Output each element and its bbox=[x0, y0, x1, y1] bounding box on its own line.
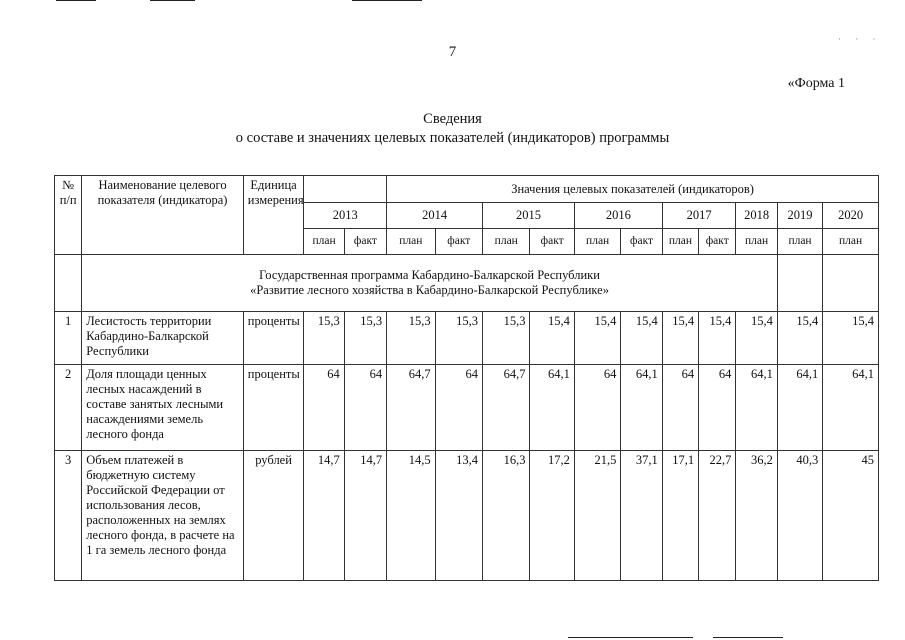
header-row bbox=[55, 176, 879, 203]
value-cell: 16,3 bbox=[483, 451, 530, 581]
value-cell: 64,1 bbox=[823, 365, 879, 451]
indicator-name: Лесистость территории Кабардино-Балкарской Республики bbox=[82, 312, 244, 365]
scan-artifact-line bbox=[713, 637, 783, 638]
value-cell: 15,4 bbox=[662, 312, 698, 365]
plan-fact-header: факт bbox=[699, 229, 736, 255]
indicators-table bbox=[54, 175, 879, 581]
value-cell: 36,2 bbox=[736, 451, 777, 581]
program-empty-cell bbox=[823, 255, 879, 312]
plan-fact-header: факт bbox=[435, 229, 482, 255]
value-cell: 15,4 bbox=[574, 312, 620, 365]
program-title-line-1: Государственная программа Кабардино-Балкарской Республики bbox=[259, 268, 600, 282]
header-blank-cell bbox=[304, 176, 387, 203]
value-cell: 15,4 bbox=[736, 312, 777, 365]
value-cell: 15,3 bbox=[483, 312, 530, 365]
value-cell: 22,7 bbox=[699, 451, 736, 581]
document-title bbox=[0, 110, 905, 148]
plan-fact-header: план bbox=[304, 229, 344, 255]
unit-cell: проценты bbox=[243, 312, 304, 365]
value-cell: 64 bbox=[304, 365, 344, 451]
plan-fact-header: факт bbox=[344, 229, 386, 255]
value-cell: 15,3 bbox=[435, 312, 482, 365]
table-row bbox=[55, 365, 879, 451]
title-line-1: Сведения bbox=[423, 111, 482, 127]
value-cell: 15,4 bbox=[699, 312, 736, 365]
scan-artifact-line bbox=[56, 0, 96, 1]
plan-fact-header: план bbox=[736, 229, 777, 255]
plan-fact-header: факт bbox=[530, 229, 574, 255]
value-cell: 64,1 bbox=[736, 365, 777, 451]
col-header-num: № п/п bbox=[55, 176, 82, 255]
row-number: 3 bbox=[55, 451, 82, 581]
table-row bbox=[55, 312, 879, 365]
value-cell: 15,3 bbox=[304, 312, 344, 365]
form-label: «Форма 1 bbox=[787, 76, 845, 91]
year-header: 2017 bbox=[662, 203, 736, 229]
indicator-name: Доля площади ценных лесных насаждений в составе занятых лесными насаждениями земель лесного фонда bbox=[82, 365, 244, 451]
year-header: 2015 bbox=[483, 203, 575, 229]
program-title bbox=[82, 255, 778, 312]
year-header: 2019 bbox=[777, 203, 822, 229]
value-cell: 14,7 bbox=[344, 451, 386, 581]
value-cell: 13,4 bbox=[435, 451, 482, 581]
value-cell: 14,5 bbox=[387, 451, 435, 581]
row-number: 2 bbox=[55, 365, 82, 451]
value-cell: 64,1 bbox=[621, 365, 662, 451]
value-cell: 64,1 bbox=[530, 365, 574, 451]
plan-fact-header: план bbox=[777, 229, 822, 255]
value-cell: 64,1 bbox=[777, 365, 822, 451]
year-header: 2014 bbox=[387, 203, 483, 229]
plan-fact-header: план bbox=[662, 229, 698, 255]
page-number: 7 bbox=[448, 44, 457, 60]
scan-artifact-line bbox=[568, 637, 693, 638]
col-header-values: Значения целевых показателей (индикаторов) bbox=[387, 176, 879, 203]
value-cell: 45 bbox=[823, 451, 879, 581]
value-cell: 37,1 bbox=[621, 451, 662, 581]
scan-artifact-line bbox=[352, 0, 422, 1]
plan-fact-header: план bbox=[483, 229, 530, 255]
value-cell: 15,4 bbox=[777, 312, 822, 365]
value-cell: 21,5 bbox=[574, 451, 620, 581]
value-cell: 64,7 bbox=[483, 365, 530, 451]
value-cell: 64 bbox=[574, 365, 620, 451]
program-empty-cell bbox=[777, 255, 822, 312]
program-title-line-2: «Развитие лесного хозяйства в Кабардино-Балкарской Республике» bbox=[250, 283, 609, 297]
table-row bbox=[55, 451, 879, 581]
year-header: 2020 bbox=[823, 203, 879, 229]
indicator-name: Объем платежей в бюджетную систему Российской Федерации от использования лесов, расположенных на землях лесного фонда, в расчете на 1 га земель лесного фонда bbox=[82, 451, 244, 581]
unit-cell: рублей bbox=[243, 451, 304, 581]
program-empty-cell bbox=[55, 255, 82, 312]
value-cell: 64 bbox=[435, 365, 482, 451]
value-cell: 64 bbox=[699, 365, 736, 451]
value-cell: 64 bbox=[662, 365, 698, 451]
plan-fact-header: план bbox=[574, 229, 620, 255]
year-header: 2018 bbox=[736, 203, 777, 229]
value-cell: 14,7 bbox=[304, 451, 344, 581]
value-cell: 17,2 bbox=[530, 451, 574, 581]
value-cell: 15,3 bbox=[387, 312, 435, 365]
year-header: 2016 bbox=[574, 203, 662, 229]
program-row bbox=[55, 255, 879, 312]
plan-fact-header: факт bbox=[621, 229, 662, 255]
col-header-unit: Единица измерения bbox=[243, 176, 304, 255]
value-cell: 17,1 bbox=[662, 451, 698, 581]
value-cell: 64 bbox=[344, 365, 386, 451]
value-cell: 15,4 bbox=[530, 312, 574, 365]
row-number: 1 bbox=[55, 312, 82, 365]
value-cell: 40,3 bbox=[777, 451, 822, 581]
title-line-2: о составе и значениях целевых показателей (индикаторов) программы bbox=[235, 130, 670, 146]
value-cell: 15,4 bbox=[621, 312, 662, 365]
value-cell: 64,7 bbox=[387, 365, 435, 451]
value-cell: 15,4 bbox=[823, 312, 879, 365]
year-header: 2013 bbox=[304, 203, 387, 229]
plan-fact-header: план bbox=[823, 229, 879, 255]
value-cell: 15,3 bbox=[344, 312, 386, 365]
plan-fact-header: план bbox=[387, 229, 435, 255]
scan-specks: · · · bbox=[838, 34, 882, 44]
scan-artifact-line bbox=[150, 0, 195, 1]
unit-cell: проценты bbox=[243, 365, 304, 451]
col-header-name: Наименование целевого показателя (индикатора) bbox=[82, 176, 244, 255]
